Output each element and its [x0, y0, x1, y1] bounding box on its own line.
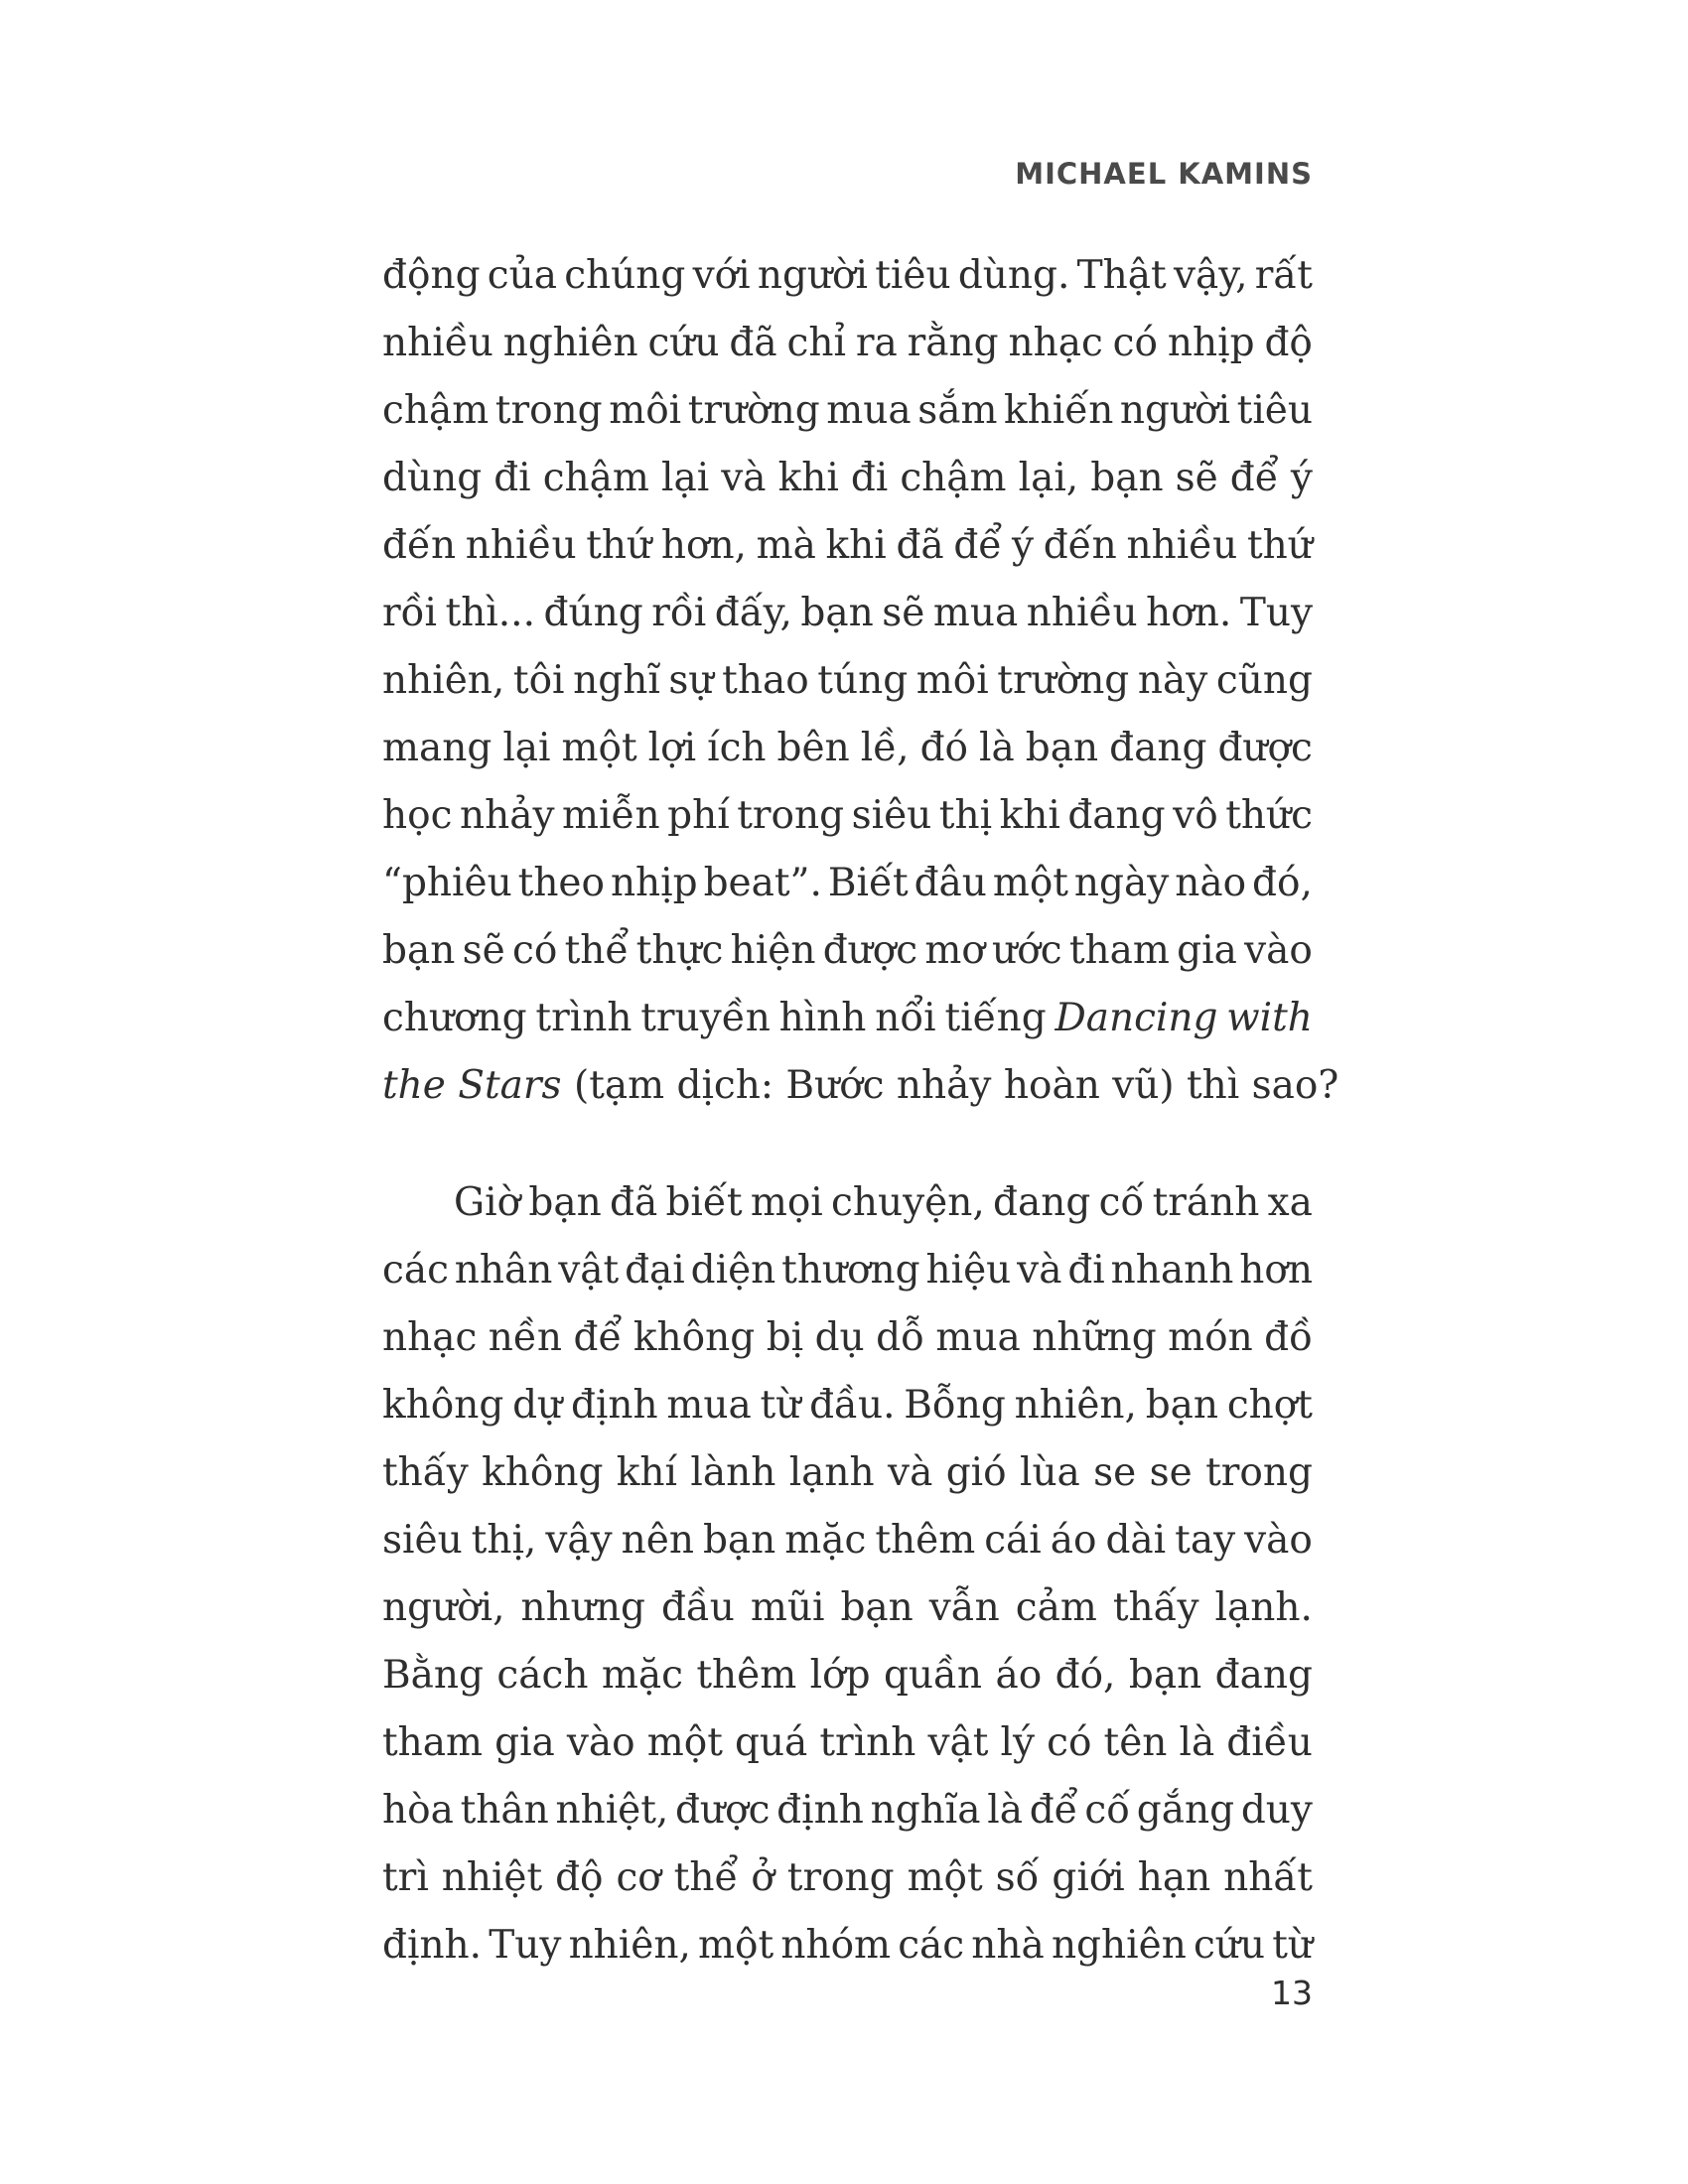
text-line: chậm trong môi trường mua sắm khiến người tiêu [382, 388, 1313, 433]
text-line: học nhảy miễn phí trong siêu thị khi đang vô thức [382, 793, 1313, 838]
text-line: rồi thì... đúng rồi đấy, bạn sẽ mua nhiều hơn. Tuy [382, 591, 1313, 635]
page-number: 13 [1271, 1974, 1313, 2012]
running-head-author: MICHAEL KAMINS [1015, 157, 1313, 191]
text-line: tham gia vào một quá trình vật lý có tên là điều [382, 1720, 1313, 1765]
text-line: nhiều nghiên cứu đã chỉ ra rằng nhạc có nhịp độ [382, 321, 1313, 365]
paragraph-1 [382, 242, 1339, 1120]
text-line: thấy không khí lành lạnh và gió lùa se se trong [382, 1450, 1313, 1495]
text-line: chương trình truyền hình nổi tiếng Dancing with [382, 996, 1313, 1040]
text-line: Giờ bạn đã biết mọi chuyện, đang cố tránh xa [454, 1180, 1313, 1225]
text-line: “phiêu theo nhịp beat”. Biết đâu một ngày nào đó, [382, 861, 1313, 905]
text-line: trì nhiệt độ cơ thể ở trong một số giới hạn nhất [382, 1855, 1313, 1900]
text-line: các nhân vật đại diện thương hiệu và đi nhanh hơn [382, 1248, 1313, 1293]
paragraph-2 [382, 1169, 1313, 1979]
text-line: bạn sẽ có thể thực hiện được mơ ước tham gia vào [382, 928, 1313, 973]
text-line: the Stars (tạm dịch: Bước nhảy hoàn vũ) thì sao? [382, 1063, 1339, 1108]
text-line: hòa thân nhiệt, được định nghĩa là để cố gắng duy [382, 1788, 1313, 1833]
text-line: nhiên, tôi nghĩ sự thao túng môi trường này cũng [382, 658, 1313, 703]
text-line: mang lại một lợi ích bên lề, đó là bạn đang được [382, 726, 1313, 770]
text-line: động của chúng với người tiêu dùng. Thật vậy, rất [382, 253, 1313, 298]
body-text [382, 242, 1339, 1979]
text-line: dùng đi chậm lại và khi đi chậm lại, bạn sẽ để ý [382, 456, 1313, 500]
text-line: nhạc nền để không bị dụ dỗ mua những món đồ [382, 1315, 1313, 1360]
text-line: không dự định mua từ đầu. Bỗng nhiên, bạn chợt [382, 1383, 1313, 1428]
text-line: định. Tuy nhiên, một nhóm các nhà nghiên cứu từ [382, 1923, 1313, 1968]
text-line: siêu thị, vậy nên bạn mặc thêm cái áo dài tay vào [382, 1518, 1313, 1563]
text-line: đến nhiều thứ hơn, mà khi đã để ý đến nhiều thứ [382, 523, 1313, 568]
text-line: người, nhưng đầu mũi bạn vẫn cảm thấy lạnh. [382, 1585, 1313, 1630]
text-line: Bằng cách mặc thêm lớp quần áo đó, bạn đang [382, 1653, 1313, 1698]
